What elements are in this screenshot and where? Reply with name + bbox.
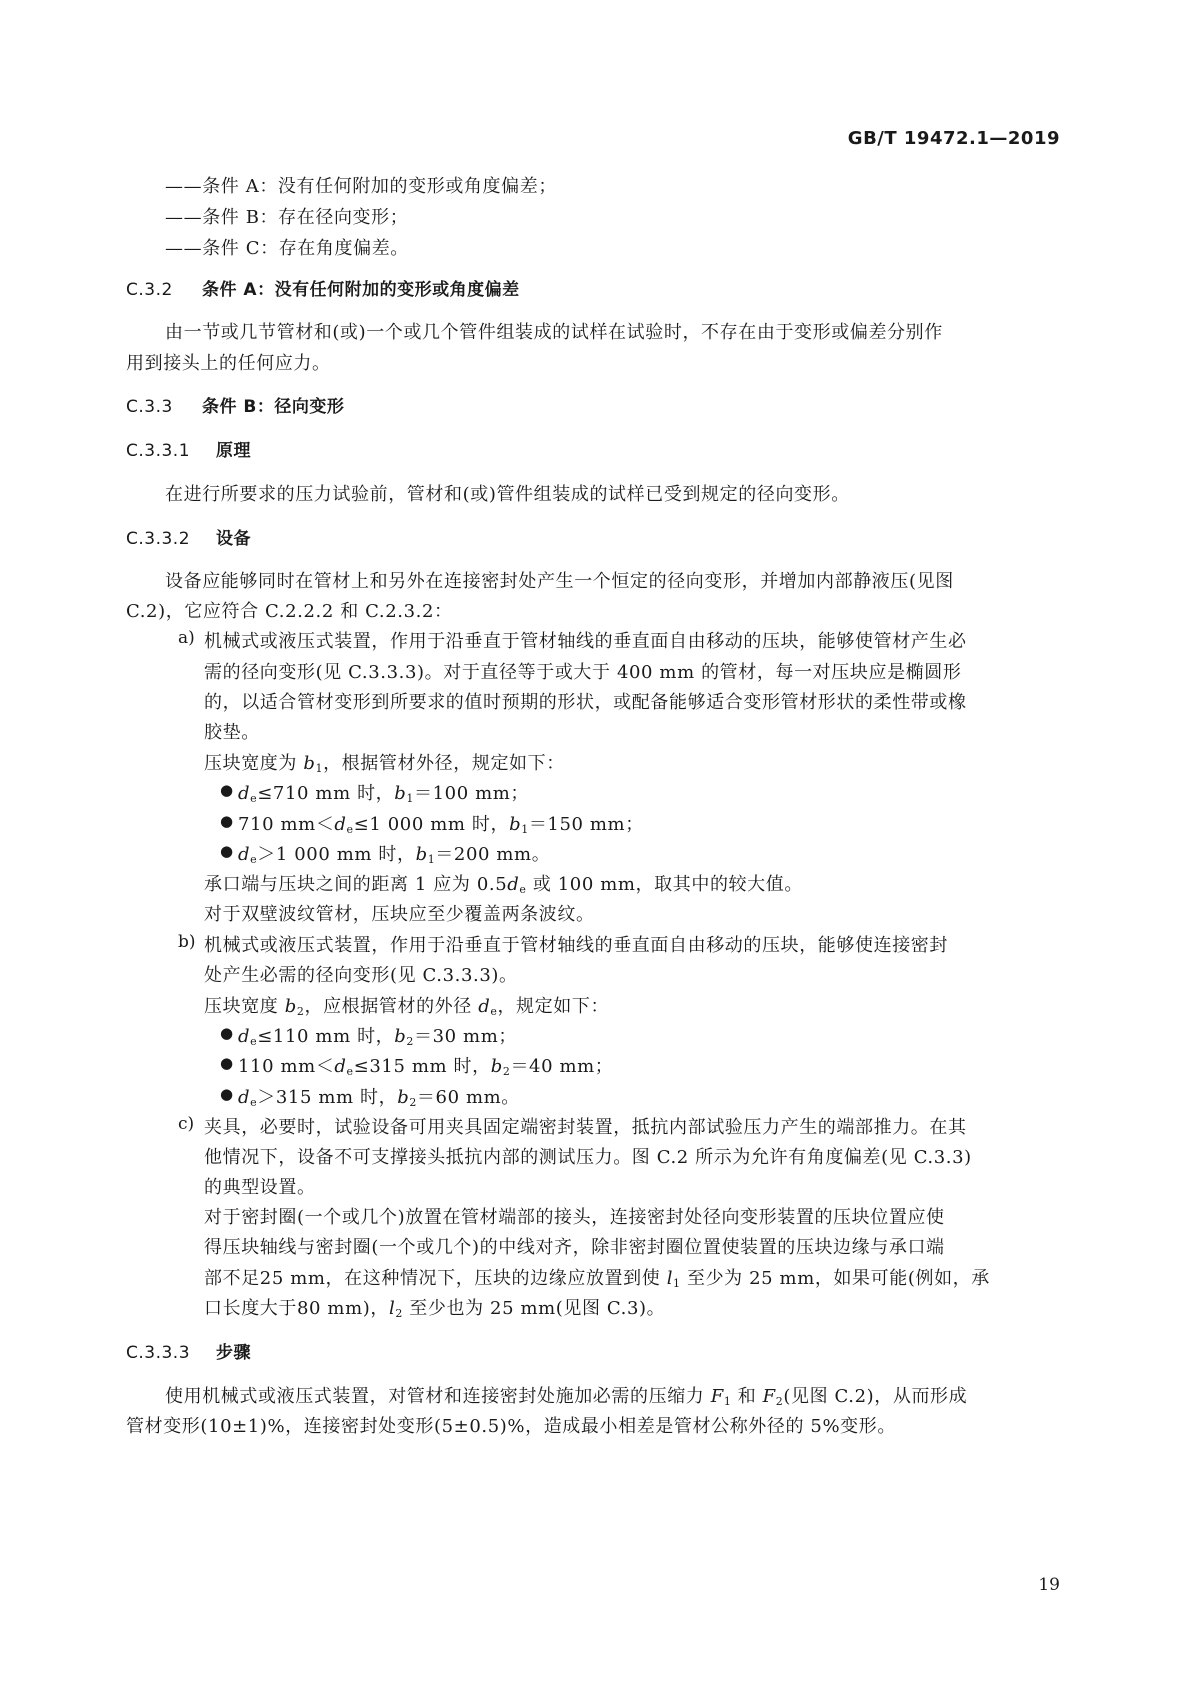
bullet-icon: ● bbox=[220, 781, 234, 799]
section-title: 条件 B：径向变形 bbox=[202, 397, 345, 417]
section-title: 步骤 bbox=[216, 1343, 251, 1363]
list-item-line: 他情况下，设备不可支撑接头抵抗内部的测试压力。图 C.2 所示为允许有角度偏差(见 C.3.3) bbox=[204, 1147, 972, 1168]
list-item-line: 机械式或液压式装置，作用于沿垂直于管材轴线的垂直面自由移动的压块，能够使管材产生必 bbox=[204, 631, 967, 652]
section-title: 条件 A：没有任何附加的变形或角度偏差 bbox=[202, 280, 520, 300]
list-item-line: 部不足25 mm，在这种情况下，压块的边缘应放置到使 $l_1$ 至少为 25 mm，如果可能(例如，承 bbox=[204, 1268, 990, 1290]
width-intro-a: 压块宽度为 $b_1$，根据管材外径，规定如下： bbox=[204, 753, 565, 775]
condition-c: ——条件 C：存在角度偏差。 bbox=[165, 238, 409, 259]
section-title: 原理 bbox=[216, 441, 251, 461]
list-marker: a) bbox=[178, 628, 195, 648]
list-item-line: 机械式或液压式装置，作用于沿垂直于管材轴线的垂直面自由移动的压块，能够使连接密封 bbox=[204, 935, 948, 956]
section-number: C.3.3.2 bbox=[126, 529, 191, 549]
heading-c32 bbox=[126, 275, 520, 300]
page-number: 19 bbox=[1038, 1575, 1060, 1595]
paragraph-line: 使用机械式或液压式装置，对管材和连接密封处施加必需的压缩力 $F_1$ 和 $F_2$(见图 C.2)，从而形成 bbox=[165, 1386, 968, 1408]
list-item-line: 口长度大于80 mm)，$l_2$ 至少也为 25 mm(见图 C.3)。 bbox=[204, 1298, 666, 1320]
heading-c331 bbox=[126, 436, 251, 461]
condition-b: ——条件 B：存在径向变形； bbox=[165, 207, 409, 228]
paragraph-line: C.2)，它应符合 C.2.2.2 和 C.2.3.2： bbox=[126, 601, 453, 622]
paragraph-line: 由一节或几节管材和(或)一个或几个管件组装成的试样在试验时，不存在由于变形或偏差分别作 bbox=[165, 322, 943, 343]
bullet-icon: ● bbox=[220, 812, 234, 830]
bullet-item: $d_e>1$ 000 mm 时，$b_1=200$ mm。 bbox=[238, 844, 551, 866]
bullet-icon: ● bbox=[220, 1024, 234, 1042]
list-item-line: 得压块轴线与密封圈(一个或几个)的中线对齐，除非密封圈位置使装置的压块边缘与承口端 bbox=[204, 1237, 945, 1258]
paragraph-line: 设备应能够同时在管材上和另外在连接密封处产生一个恒定的径向变形，并增加内部静液压(见图 bbox=[165, 571, 954, 592]
heading-c333 bbox=[126, 1338, 251, 1363]
bullet-icon: ● bbox=[220, 1085, 234, 1103]
bullet-icon: ● bbox=[220, 842, 234, 860]
heading-c33 bbox=[126, 392, 344, 417]
standard-number: GB/T 19472.1—2019 bbox=[847, 128, 1060, 149]
heading-c332 bbox=[126, 524, 251, 549]
list-marker: c) bbox=[178, 1114, 195, 1134]
list-item-line: 的，以适合管材变形到所要求的值时预期的形状，或配备能够适合变形管材形状的柔性带或橡 bbox=[204, 692, 967, 713]
distance-line: 承口端与压块之间的距离 1 应为 $0.5d_e$ 或 100 mm，取其中的较大值。 bbox=[204, 874, 803, 896]
list-item-line: 的典型设置。 bbox=[204, 1177, 316, 1198]
condition-a: ——条件 A：没有任何附加的变形或角度偏差； bbox=[165, 176, 557, 197]
list-item-line: 需的径向变形(见 C.3.3.3)。对于直径等于或大于 400 mm 的管材，每一对压块应是椭圆形 bbox=[204, 662, 962, 683]
bullet-item: 110 $mm<d_e\le 315$ mm 时，$b_2=40$ mm； bbox=[238, 1056, 614, 1078]
paragraph-line: 在进行所要求的压力试验前，管材和(或)管件组装成的试样已受到规定的径向变形。 bbox=[165, 484, 850, 505]
list-item-line: 胶垫。 bbox=[204, 722, 260, 743]
width-intro-b: 压块宽度 $b_2$，应根据管材的外径 $d_e$，规定如下： bbox=[204, 996, 610, 1018]
bullet-item: $d_e\le 110$ mm 时，$b_2=30$ mm； bbox=[238, 1026, 517, 1048]
section-title: 设备 bbox=[216, 529, 251, 549]
section-number: C.3.3.1 bbox=[126, 441, 191, 461]
list-item-line: 夹具，必要时，试验设备可用夹具固定端密封装置，抵抗内部试验压力产生的端部推力。在其 bbox=[204, 1117, 967, 1138]
corrugated-line: 对于双壁波纹管材，压块应至少覆盖两条波纹。 bbox=[204, 904, 595, 925]
bullet-item: $d_e>315$ mm 时，$b_2=60$ mm。 bbox=[238, 1087, 520, 1109]
section-number: C.3.3 bbox=[126, 397, 173, 417]
paragraph-line: 管材变形(10±1)%，连接密封处变形(5±0.5)%，造成最小相差是管材公称外径的 5%变形。 bbox=[126, 1416, 896, 1437]
section-number: C.3.3.3 bbox=[126, 1343, 191, 1363]
bullet-icon: ● bbox=[220, 1054, 234, 1072]
section-number: C.3.2 bbox=[126, 280, 173, 300]
list-marker: b) bbox=[178, 932, 196, 952]
list-item-line: 对于密封圈(一个或几个)放置在管材端部的接头，连接密封处径向变形装置的压块位置应使 bbox=[204, 1207, 945, 1228]
bullet-item: $d_e\le 710$ mm 时，$b_1=100$ mm； bbox=[238, 783, 530, 805]
paragraph-line: 用到接头上的任何应力。 bbox=[126, 353, 331, 374]
list-item-line: 处产生必需的径向变形(见 C.3.3.3)。 bbox=[204, 965, 518, 986]
bullet-item: 710 $mm<d_e\le 1$ 000 mm 时，$b_1=150$ mm； bbox=[238, 814, 644, 836]
